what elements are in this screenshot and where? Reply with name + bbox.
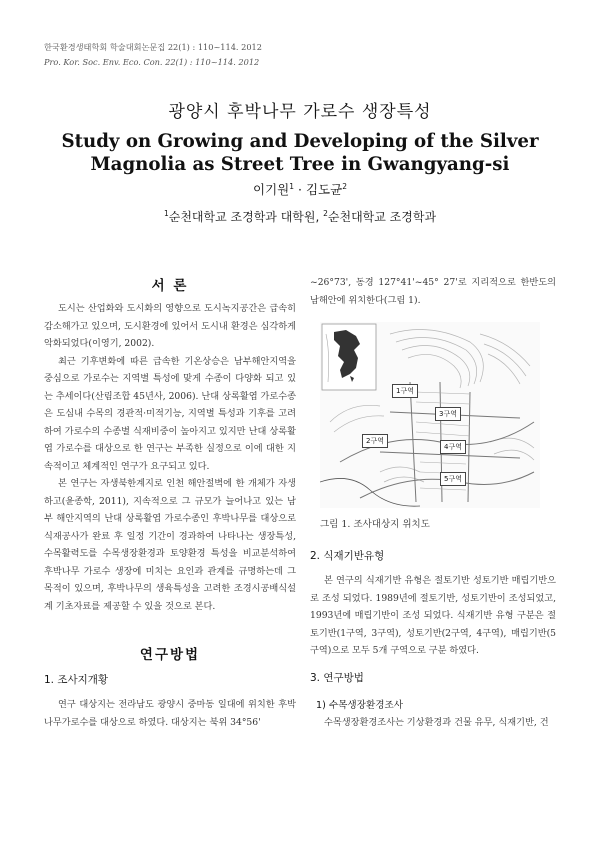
author-2-sup: 2 bbox=[342, 182, 347, 191]
subsection-1-text bbox=[44, 696, 296, 731]
affil-sup-2: 2 bbox=[323, 209, 328, 218]
intro-paragraph-3: 본 연구는 자생북한계지로 인천 해안절벽에 한 개체가 자생하고(윤종학, 2011), 지속적으로 그 규모가 늘어나고 있는 남부 해안지역의 난대 상록활엽 가로수종인 후박나무를 대상으로 식재공사가 완료 후 일정 기간이 경과하여 나타나는 생장특성, 수목활력도를 수목생장환경과 토양환경 특성을 비교분석하여 후박나무 가로수 생장에 미치는 요인과 관계를 규명하는데 그 목적이 있으며, 후박나무의 생육특성을 고려한 조경시공배식설계 기초자료를 제공할 수 있을 것으로 본다. bbox=[44, 478, 296, 612]
right-continued-text bbox=[310, 274, 556, 309]
section-method-title: 연구방법 bbox=[139, 647, 201, 663]
region-label-2: 2구역 bbox=[362, 434, 388, 448]
title-english: Study on Growing and Developing of the Silver Magnolia as Street Tree in Gwangyang-si bbox=[61, 131, 539, 175]
subsection-2-text bbox=[310, 572, 556, 660]
affil-sup-1: 1 bbox=[163, 209, 169, 218]
intro-paragraph-1: 도시는 산업화와 도시화의 영향으로 도시녹지공간은 급속히 감소해가고 있으며, 도시환경에 있어서 도시내 환경은 심각하게 악화되었다(이영기, 2002). bbox=[44, 303, 296, 349]
region-label-1: 1구역 bbox=[392, 384, 418, 398]
author-2: 김도균 bbox=[305, 182, 343, 197]
section-intro-title: 서 론 bbox=[151, 278, 189, 294]
subsection-1-paragraph: 연구 대상지는 전라남도 광양시 중마동 일대에 위치한 후박나무가로수를 대상으로 하였다. 대상지는 북위 34°56' bbox=[44, 699, 296, 728]
region-label-4: 4구역 bbox=[440, 440, 466, 454]
subsection-3-1-title: 1) 수목생장환경조사 bbox=[316, 700, 404, 711]
authors bbox=[0, 180, 600, 198]
figure-location-map bbox=[320, 322, 540, 508]
subsection-1-title: 1. 조사지개황 bbox=[44, 674, 109, 686]
title-korean: 광양시 후박나무 가로수 생장특성 bbox=[168, 102, 432, 122]
author-separator: · bbox=[294, 182, 306, 197]
subsection-3-title: 3. 연구방법 bbox=[310, 672, 364, 684]
subsection-2-title: 2. 식재기반유형 bbox=[310, 550, 385, 562]
journal-info-ko: 한국환경생태학회 학술대회논문집 22(1) : 110~114. 2012 bbox=[44, 42, 262, 52]
journal-info-en: Pro. Kor. Soc. Env. Eco. Con. 22(1) : 110~114. 2012 bbox=[44, 57, 260, 67]
continued-paragraph: ~26°73', 동경 127°41'~45° 27'로 지리적으로 한반도의 남해안에 위치한다(그림 1). bbox=[310, 277, 556, 306]
subsection-2-paragraph: 본 연구의 식재기반 유형은 절토기반 성토기반 매립기반으로 조성 되었다. 1989년에 절토기반, 성토기반이 조성되었고, 1993년에 매립기반이 조성 되었다. 식재기반 유형 구분은 절토기반(1구역, 3구역), 성토기반(2구역, 4구역), 매립기반(5구역)으로 모두 5개 구역으로 구분 하였다. bbox=[310, 575, 556, 656]
affil-1: 순천대학교 조경학과 대학원, bbox=[168, 210, 324, 224]
region-label-3: 3구역 bbox=[435, 407, 461, 421]
author-1-sup: 1 bbox=[289, 182, 295, 191]
figure-caption: 그림 1. 조사대상지 위치도 bbox=[320, 519, 430, 530]
map-image bbox=[320, 322, 540, 508]
subsection-3-1-text bbox=[310, 714, 556, 732]
subsection-3-1-paragraph: 수목생장환경조사는 기상환경과 건물 유무, 식재기반, 건 bbox=[324, 717, 549, 728]
author-1: 이기원 bbox=[253, 182, 290, 197]
region-label-5: 5구역 bbox=[440, 472, 466, 486]
intro-text bbox=[44, 300, 296, 615]
affil-2: 순천대학교 조경학과 bbox=[327, 210, 437, 224]
intro-paragraph-2: 최근 기후변화에 따른 급속한 기온상승은 남부해안지역을 중심으로 가로수는 지역별 특성에 맞게 수종이 다양화 되고 있는 추세이다(산림조합 45년사, 2006). 난대 상록활엽 가로수종은 도심내 수목의 경관적·미적기능, 지역별 특성과 기후를 고려하여 가로수의 수종별 식재비중이 높아지고 있지만 난대 상록활엽 가로수를 대상으로 한 연구는 부족한 실정으로 이에 대한 지속적이고 체계적인 연구가 요구되고 있다. bbox=[44, 355, 296, 472]
affiliation bbox=[0, 208, 600, 225]
